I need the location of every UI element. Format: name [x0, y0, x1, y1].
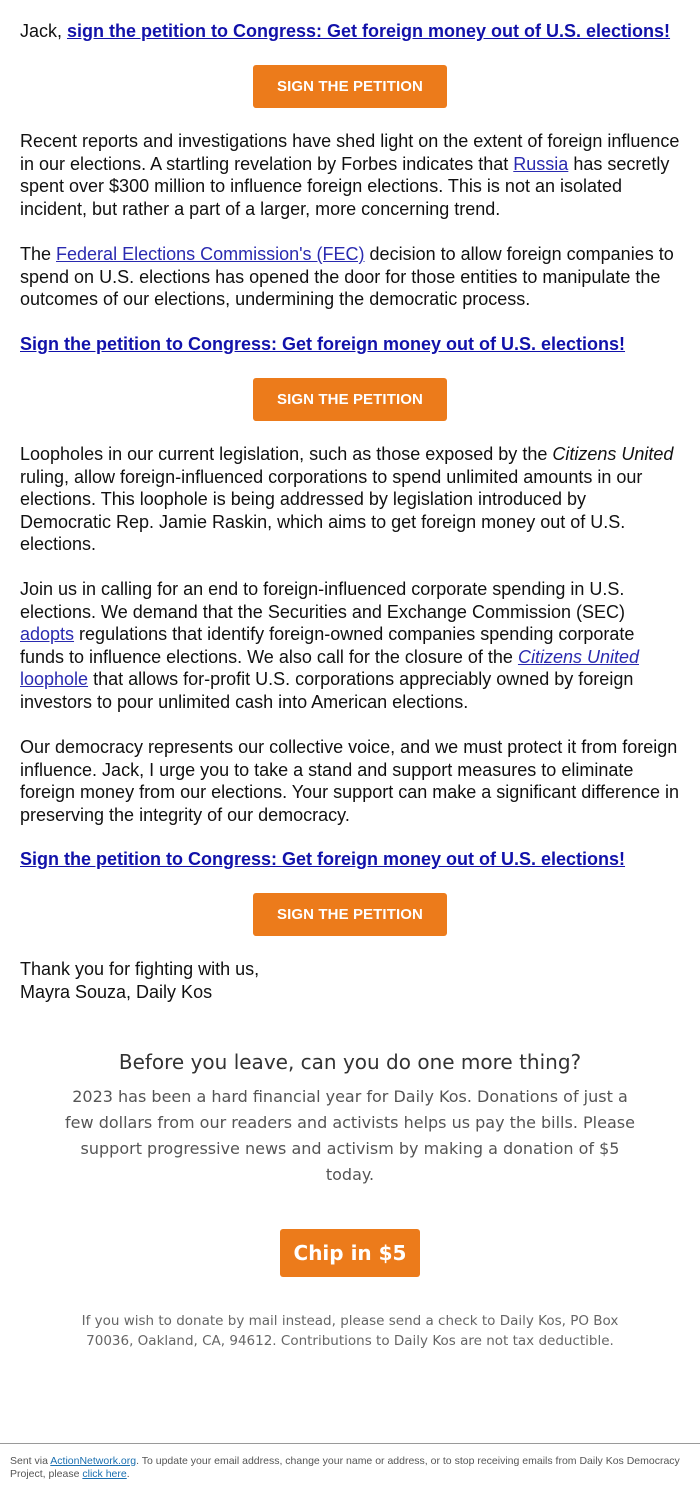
footer: [0, 1443, 700, 1511]
cta-line-1: [20, 333, 682, 356]
paragraph-4: [20, 578, 682, 713]
paragraph-4-text-c: that allows for-profit U.S. corporations appreciably owned by foreign investors to pour unlimited cash into American elections.: [20, 669, 634, 712]
intro-line: [20, 20, 680, 43]
footer-text: . To update your email address, change your name or address, or to stop receiving emails from Daily Kos Democracy Project, please: [10, 1455, 680, 1480]
signoff: [20, 958, 682, 1003]
actionnetwork-link[interactable]: ActionNetwork.org: [50, 1455, 137, 1467]
donation-text: 2023 has been a hard financial year for Daily Kos. Donations of just a few dollars from our readers and activists helps us pay the bills. Please support progressive news and activism by making a donation of $5 today.: [65, 1087, 635, 1184]
signoff-line-2: Mayra Souza, Daily Kos: [20, 981, 213, 1002]
sign-petition-button[interactable]: SIGN THE PETITION: [253, 65, 447, 108]
footer-end: .: [126, 1468, 130, 1480]
mail-donation-note: If you wish to donate by mail instead, please send a check to Daily Kos, PO Box 70036, Oakland, CA, 94612. Contributions to Daily Kos are not tax deductible.: [81, 1313, 619, 1349]
donation-title: Before you leave, can you do one more thing?: [118, 1050, 582, 1074]
loophole-link-text: loophole: [20, 669, 89, 689]
citizens-united-italic: Citizens United: [552, 444, 674, 464]
paragraph-5: Our democracy represents our collective voice, and we must protect it from foreign influence. Jack, I urge you to take a stand and support measures to eliminate foreign money from our elections. Your support can make a significant difference in preserving the integrity of our democracy.: [20, 737, 680, 825]
petition-button-row-1: [0, 65, 700, 108]
unsubscribe-link[interactable]: click here: [82, 1468, 127, 1480]
intro-petition-link[interactable]: sign the petition to Congress: Get foreign money out of U.S. elections!: [67, 21, 671, 41]
fec-link[interactable]: Federal Elections Commission's (FEC): [56, 244, 365, 264]
salutation: Jack,: [20, 21, 68, 41]
chip-button-row: [0, 1229, 700, 1277]
petition-button-row-3: [0, 893, 700, 936]
paragraph-3-text-a: Loopholes in our current legislation, such as those exposed by the: [20, 444, 553, 464]
footer-sent-via: Sent via: [10, 1455, 51, 1467]
sign-petition-button[interactable]: SIGN THE PETITION: [253, 893, 447, 936]
paragraph-2: [20, 243, 682, 311]
paragraph-1: [20, 130, 682, 220]
chip-in-button[interactable]: Chip in $5: [280, 1229, 420, 1277]
paragraph-2-text-a: The: [20, 244, 57, 264]
petition-link-1[interactable]: Sign the petition to Congress: Get foreign money out of U.S. elections!: [20, 334, 626, 354]
russia-link[interactable]: Russia: [513, 153, 569, 174]
sign-petition-button[interactable]: SIGN THE PETITION: [253, 378, 447, 421]
paragraph-1-text-b: has secretly spent over $300 million to influence foreign elections. This is not an isolated incident, but rather a part of a larger, more concerning trend.: [20, 153, 670, 219]
cta-line-2: [20, 848, 682, 871]
adopts-link[interactable]: adopts: [20, 624, 75, 644]
citizens-united-link-italic: Citizens United: [517, 646, 640, 667]
signoff-line-1: Thank you for fighting with us,: [20, 959, 260, 979]
petition-link-2[interactable]: Sign the petition to Congress: Get foreign money out of U.S. elections!: [20, 849, 626, 869]
paragraph-3: [20, 443, 682, 556]
paragraph-4-text-b: regulations that identify foreign-owned companies spending corporate funds to influence elections. We also call for the closure of the: [20, 624, 635, 667]
petition-button-row-2: [0, 378, 700, 421]
paragraph-2-text-b: decision to allow foreign companies to spend on U.S. elections has opened the door for those entities to manipulate the outcomes of our elections, undermining the democratic process.: [20, 244, 674, 309]
paragraph-3-text-b: ruling, allow foreign-influenced corporations to spend unlimited amounts in our elections. This loophole is being addressed by legislation introduced by Democratic Rep. Jamie Raskin, which aims to get foreign money out of U.S. elections.: [20, 466, 643, 554]
paragraph-1-text-a: Recent reports and investigations have shed light on the extent of foreign influence in our elections. A startling revelation by Forbes indicates that: [20, 131, 680, 174]
paragraph-4-text-a: Join us in calling for an end to foreign-influenced corporate spending in U.S. elections. We demand that the Securities and Exchange Commission (SEC): [20, 579, 625, 622]
